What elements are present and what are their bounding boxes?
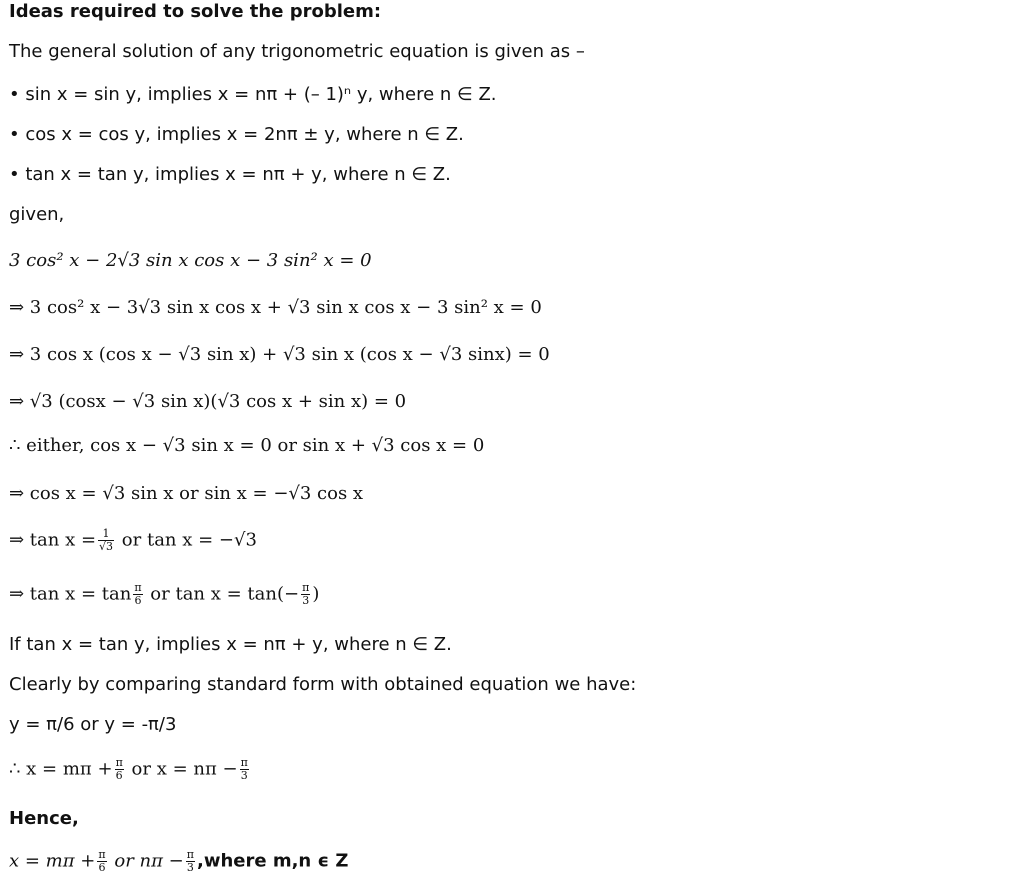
final-left: x = mπ + (9, 850, 96, 872)
hence-label: Hence, (9, 808, 79, 829)
equation-8-left: ⇒ tan x = tan (9, 583, 132, 605)
equation-3: ⇒ 3 cos x (cos x − √3 sin x) + √3 sin x (cos x − √3 sinx) = 0 (9, 344, 550, 365)
given-label: given, (9, 204, 65, 225)
fraction-pi-over-6-c: $\frac{\pi}{6}$ (98, 848, 106, 874)
equation-2: ⇒ 3 cos² x − 3√3 sin x cos x + √3 sin x cos x − 3 sin² x = 0 (9, 297, 542, 318)
equation-7-right: or tan x = −√3 (121, 529, 257, 551)
rule-cos: • cos x = cos y, implies x = 2nπ ± y, where n ∈ Z. (9, 124, 464, 145)
fraction-pi-over-3: $\frac{\pi}{3}$ (302, 581, 310, 607)
equation-8-end: ) (312, 583, 320, 605)
therefore-mid: or x = nπ − (131, 758, 238, 780)
rule-sin: • sin x = sin y, implies x = nπ + (– 1)ⁿ y, where n ∈ Z. (9, 84, 497, 105)
fraction-pi-over-3-b: $\frac{\pi}{3}$ (240, 756, 248, 782)
therefore-line (9, 757, 251, 782)
equation-8 (9, 582, 319, 607)
y-values: y = π/6 or y = -π/3 (9, 714, 177, 735)
heading: Ideas required to solve the problem: (9, 1, 382, 22)
fraction-pi-over-3-c: $\frac{\pi}{3}$ (186, 848, 194, 874)
equation-4: ⇒ √3 (cosx − √3 sin x)(√3 cos x + sin x) = 0 (9, 391, 407, 412)
fraction-1-over-root3: $\frac{1}{√3}$ (99, 527, 114, 553)
intro-text: The general solution of any trigonometric equation is given as – (9, 41, 585, 62)
equation-1: 3 cos² x − 2√3 sin x cos x − 3 sin² x = 0 (9, 250, 372, 271)
equation-5: ∴ either, cos x − √3 sin x = 0 or sin x + √3 cos x = 0 (9, 435, 485, 456)
final-answer (9, 849, 348, 874)
therefore-left: ∴ x = mπ + (9, 758, 113, 780)
equation-7-left: ⇒ tan x = (9, 529, 97, 551)
equation-7 (9, 528, 257, 553)
final-tail: ,where m,n ϵ Z (196, 850, 349, 872)
if-statement: If tan x = tan y, implies x = nπ + y, where n ∈ Z. (9, 634, 452, 655)
equation-6: ⇒ cos x = √3 sin x or sin x = −√3 cos x (9, 483, 364, 504)
fraction-pi-over-6: $\frac{\pi}{6}$ (134, 581, 142, 607)
rule-tan: • tan x = tan y, implies x = nπ + y, where n ∈ Z. (9, 164, 451, 185)
equation-8-mid: or tan x = tan(− (150, 583, 300, 605)
final-mid: or nπ − (114, 850, 184, 872)
comparison-text: Clearly by comparing standard form with obtained equation we have: (9, 674, 637, 695)
fraction-pi-over-6-b: $\frac{\pi}{6}$ (115, 756, 123, 782)
